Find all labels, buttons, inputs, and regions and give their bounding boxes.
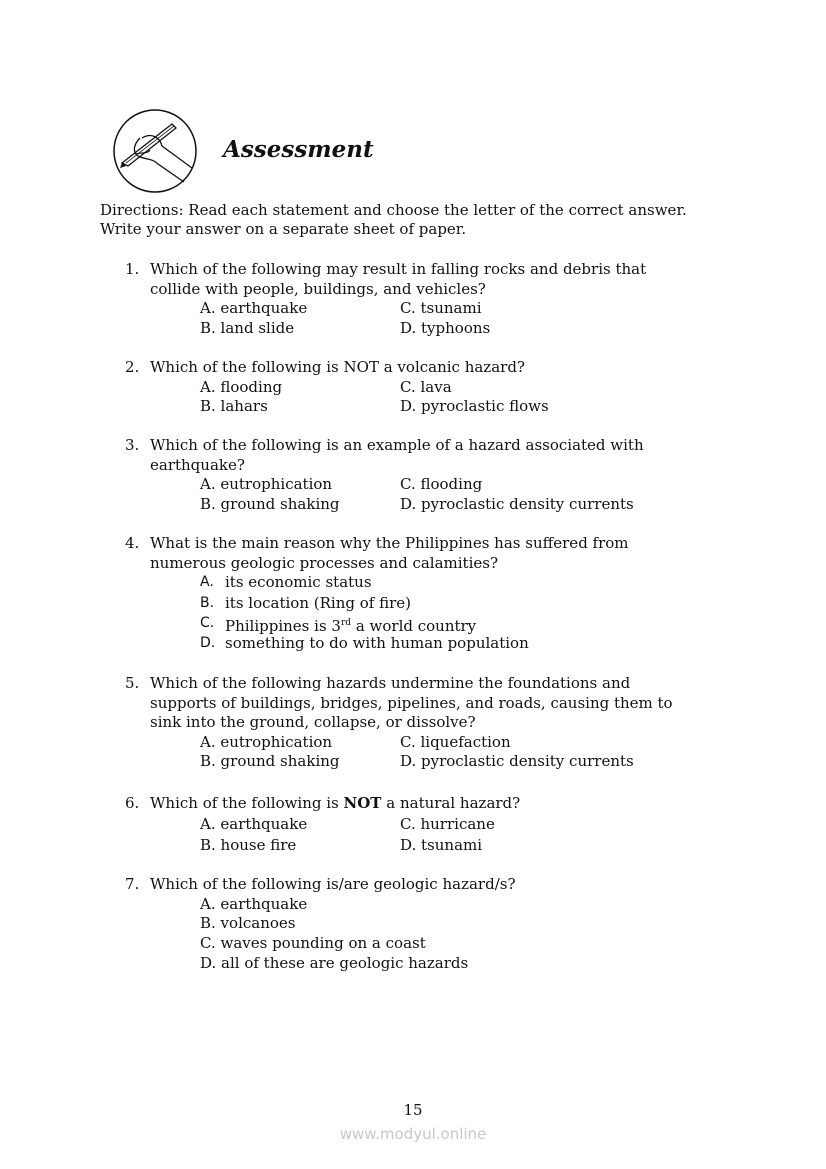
question-text-line: sink into the ground, collapse, or dissolve? — [150, 713, 476, 732]
answer-option: C. tsunami — [400, 299, 482, 318]
answer-option-letter: A. — [200, 574, 214, 591]
page-title: Assessment — [223, 136, 374, 163]
answer-option — [225, 572, 372, 592]
superscript: rd — [340, 617, 352, 628]
question-number: 6. — [125, 794, 140, 812]
answer-option-text: something to do with human population — [225, 634, 529, 653]
answer-option: A. earthquake — [200, 299, 308, 318]
answer-option-text: Philippines is 3 — [225, 616, 341, 635]
answer-option: D. all of these are geologic hazards — [200, 954, 469, 972]
answer-option: C. liquefaction — [400, 732, 511, 751]
question-text-line: numerous geologic processes and calamities? — [150, 553, 498, 572]
question-text-line: Which of the following hazards undermine the foundations and — [150, 674, 631, 692]
answer-option — [225, 593, 411, 613]
watermark: www.modyul.online — [339, 1125, 487, 1143]
question-text-line: Which of the following may result in falling rocks and debris that — [150, 260, 647, 278]
answer-option: A. earthquake — [200, 815, 308, 833]
answer-option — [225, 633, 529, 653]
question-number: 7. — [125, 875, 140, 893]
question-text-line: Which of the following is NOT a volcanic hazard? — [150, 358, 525, 376]
answer-option: D. pyroclastic flows — [400, 397, 549, 416]
answer-option: D. tsunami — [400, 836, 483, 854]
question-number: 2. — [125, 358, 140, 376]
page-number: 15 — [403, 1101, 423, 1119]
question-text-line: supports of buildings, bridges, pipelines, and roads, causing them to — [150, 693, 673, 712]
question-number: 1. — [125, 260, 140, 278]
question-text-line: Which of the following is/are geologic hazard/s? — [150, 875, 516, 893]
answer-option: B. ground shaking — [200, 752, 340, 771]
answer-option: A. earthquake — [200, 894, 308, 913]
answer-option: B. lahars — [200, 397, 268, 416]
answer-option: A. eutrophication — [200, 732, 333, 751]
answer-option: D. typhoons — [400, 318, 491, 337]
answer-option-text: its location (Ring of fire) — [225, 593, 411, 612]
question-text-line: Which of the following is an example of a hazard associated with — [150, 436, 644, 454]
question-text: a natural hazard? — [381, 794, 521, 812]
answer-option: A. flooding — [200, 377, 283, 396]
answer-option-text: its economic status — [225, 573, 372, 592]
question-text-line: What is the main reason why the Philippines has suffered from — [150, 534, 629, 552]
answer-option: D. pyroclastic density currents — [400, 494, 634, 513]
hand-writing-pencil-icon — [112, 108, 198, 194]
answer-option-letter: D. — [200, 635, 216, 652]
directions-line-1: Directions: Read each statement and choose the letter of the correct answer. — [100, 201, 687, 219]
answer-option: C. hurricane — [400, 815, 495, 833]
question-number: 3. — [125, 436, 140, 454]
answer-option-letter: B. — [200, 594, 215, 611]
question-number: 4. — [125, 534, 140, 552]
answer-option: D. pyroclastic density currents — [400, 752, 634, 771]
answer-option: A. eutrophication — [200, 475, 333, 494]
question-text-line — [150, 793, 520, 813]
answer-option: C. flooding — [400, 475, 483, 494]
directions-line-2: Write your answer on a separate sheet of paper. — [100, 220, 467, 238]
answer-option: B. ground shaking — [200, 494, 340, 513]
answer-option: B. house fire — [200, 836, 297, 854]
question-text-line: earthquake? — [150, 455, 245, 474]
answer-option: B. volcanoes — [200, 914, 296, 933]
answer-option: B. land slide — [200, 318, 295, 337]
emphasis-not: NOT — [343, 794, 382, 812]
answer-option: C. lava — [400, 377, 452, 396]
answer-option-text: a world country — [351, 616, 477, 635]
question-number: 5. — [125, 674, 140, 692]
answer-option-letter: C. — [200, 614, 215, 631]
question-text-line: collide with people, buildings, and vehicles? — [150, 279, 486, 298]
answer-option: C. waves pounding on a coast — [200, 934, 426, 953]
question-text: Which of the following is — [150, 794, 344, 812]
